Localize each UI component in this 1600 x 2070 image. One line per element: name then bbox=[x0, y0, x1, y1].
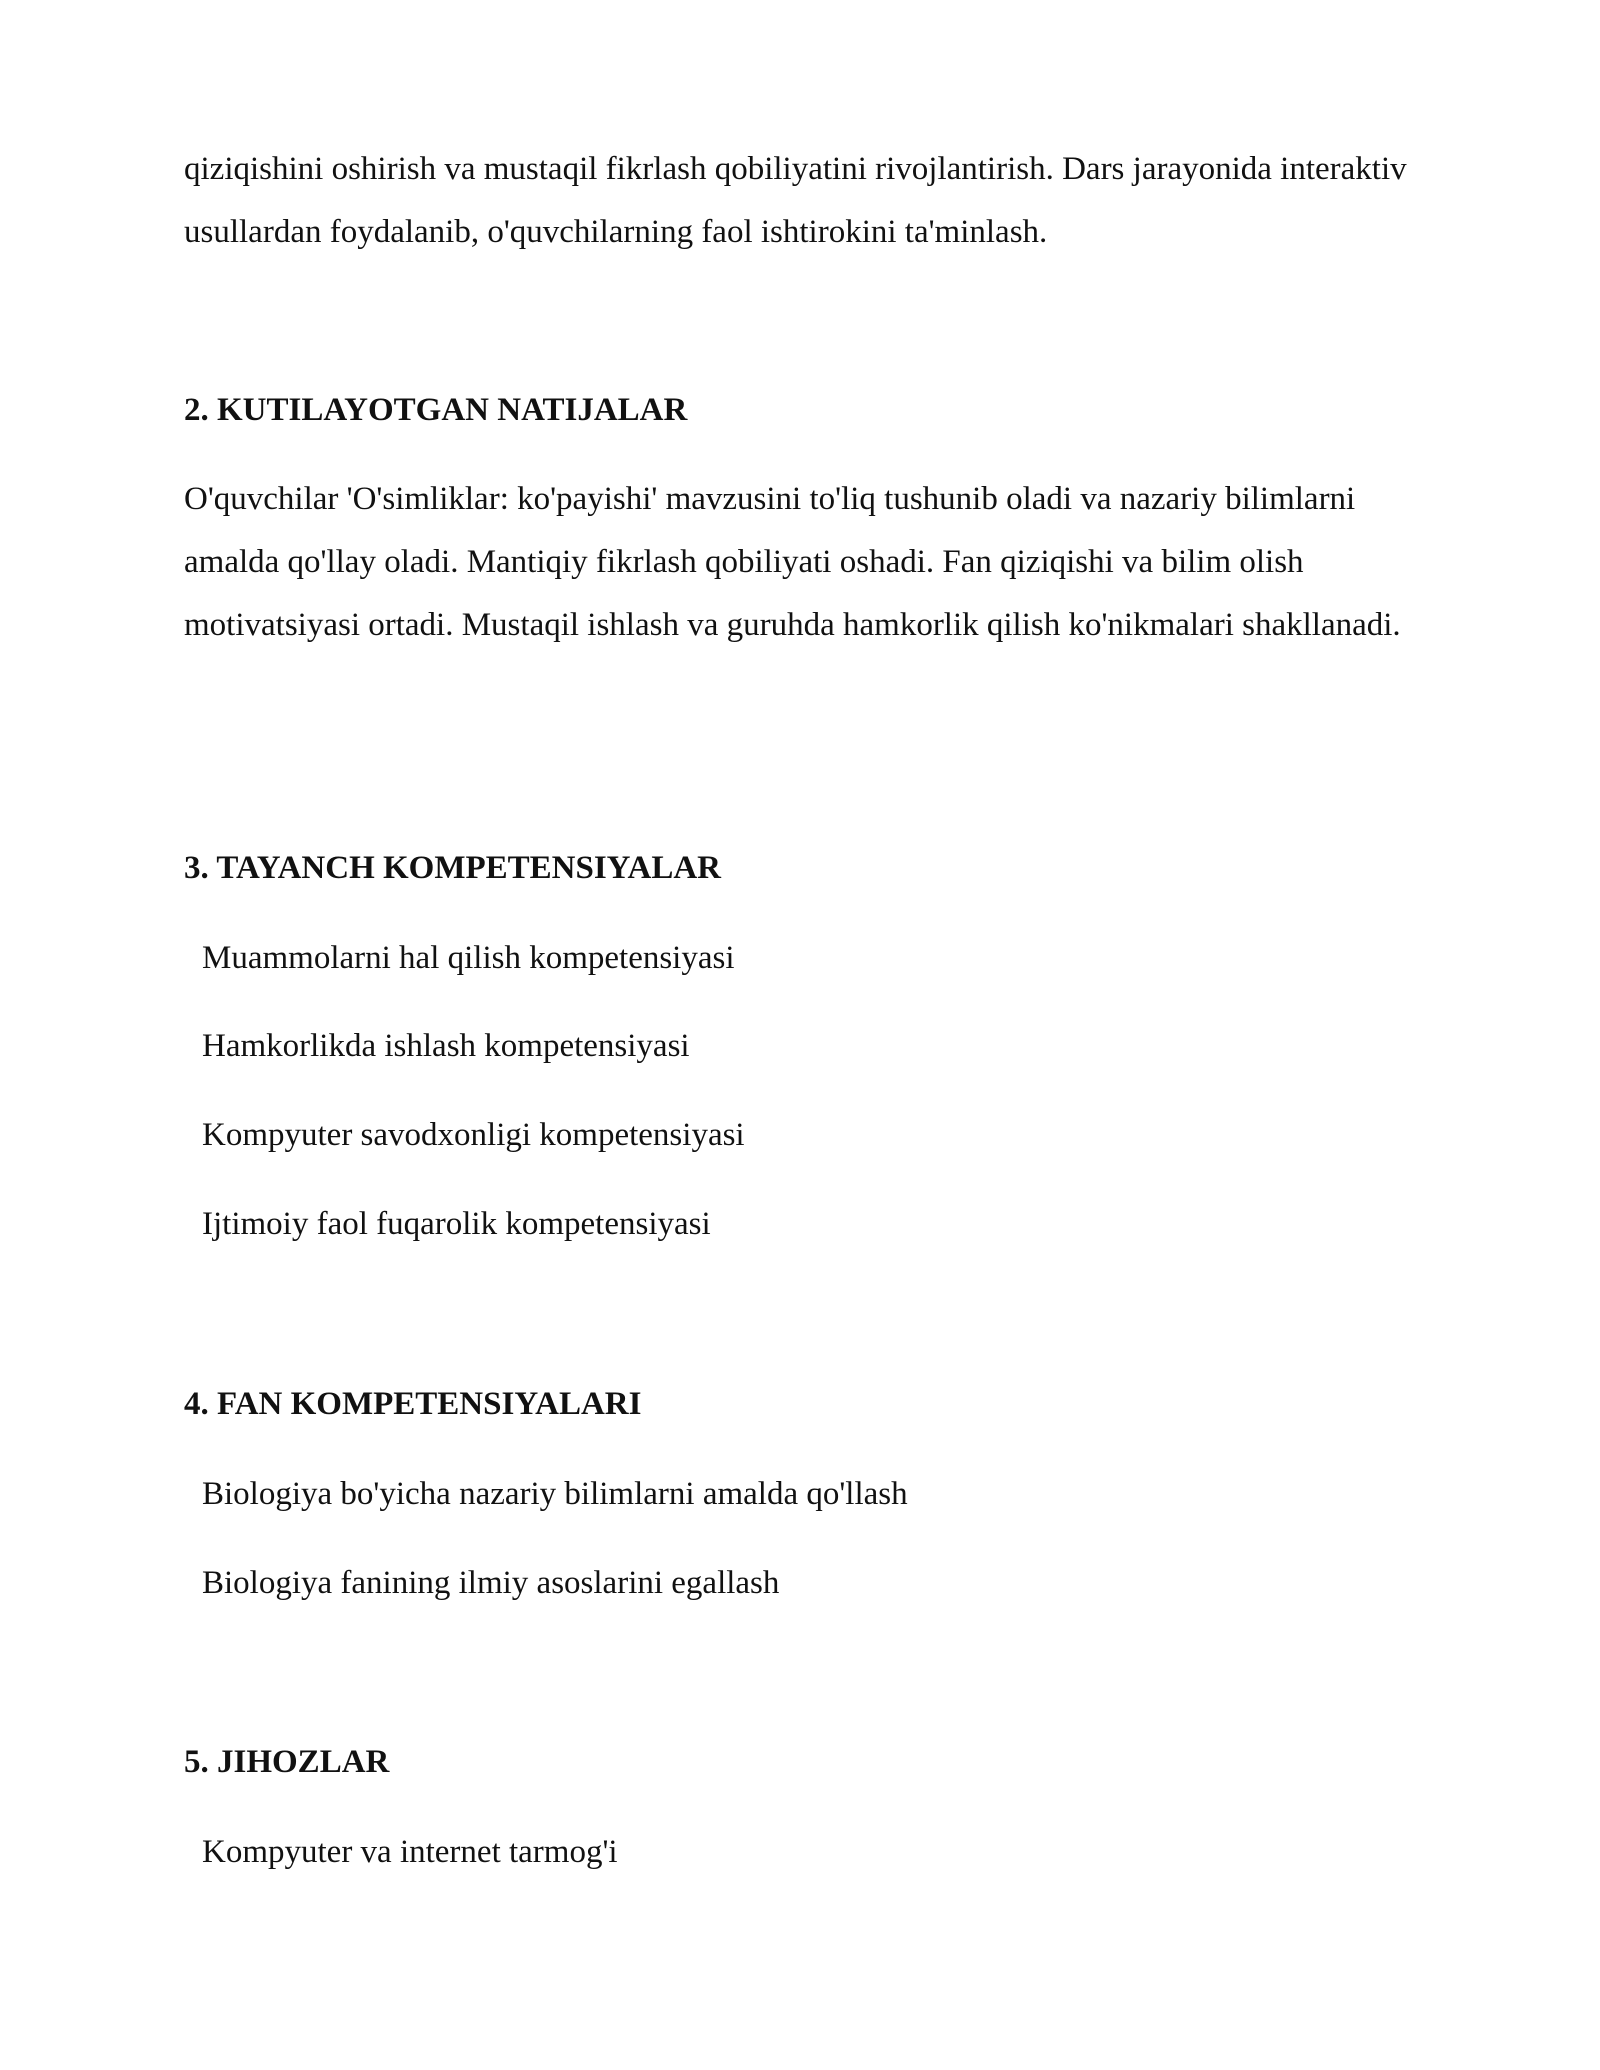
list-item: Hamkorlikda ishlash kompetensiyasi bbox=[202, 1028, 690, 1064]
section-heading-fan-kompetensiyalari: 4. FAN KOMPETENSIYALARI bbox=[184, 1386, 642, 1422]
intro-paragraph: qiziqishini oshirish va mustaqil fikrlash qobiliyatini rivojlantirish. Dars jarayonida interaktiv usullardan foydalanib, o'quvchilarning faol ishtirokini ta'minlash. bbox=[184, 151, 1407, 250]
list-item: Muammolarni hal qilish kompetensiyasi bbox=[202, 940, 735, 976]
section-heading-kutilayotgan-natijalar: 2. KUTILAYOTGAN NATIJALAR bbox=[184, 392, 688, 428]
list-item: Biologiya bo'yicha nazariy bilimlarni amalda qo'llash bbox=[202, 1476, 908, 1512]
section-heading-tayanch-kompetensiyalar: 3. TAYANCH KOMPETENSIYALAR bbox=[184, 850, 721, 886]
list-item: Biologiya fanining ilmiy asoslarini egallash bbox=[202, 1565, 780, 1601]
list-item: Ijtimoiy faol fuqarolik kompetensiyasi bbox=[202, 1206, 711, 1242]
list-item: Kompyuter savodxonligi kompetensiyasi bbox=[202, 1117, 745, 1153]
section-paragraph-kutilayotgan-natijalar: O'quvchilar 'O'simliklar: ko'payishi' mavzusini to'liq tushunib oladi va nazariy bilimlarni amalda qo'llay oladi. Mantiqiy fikrlash qobiliyati oshadi. Fan qiziqishi va bilim olish motivatsiyasi ortadi. Mustaqil ishlash va guruhda hamkorlik qilish ko'nikmalari shakllanadi. bbox=[184, 481, 1401, 643]
section-heading-jihozlar: 5. JIHOZLAR bbox=[184, 1744, 390, 1780]
list-item: Kompyuter va internet tarmog'i bbox=[202, 1834, 618, 1870]
